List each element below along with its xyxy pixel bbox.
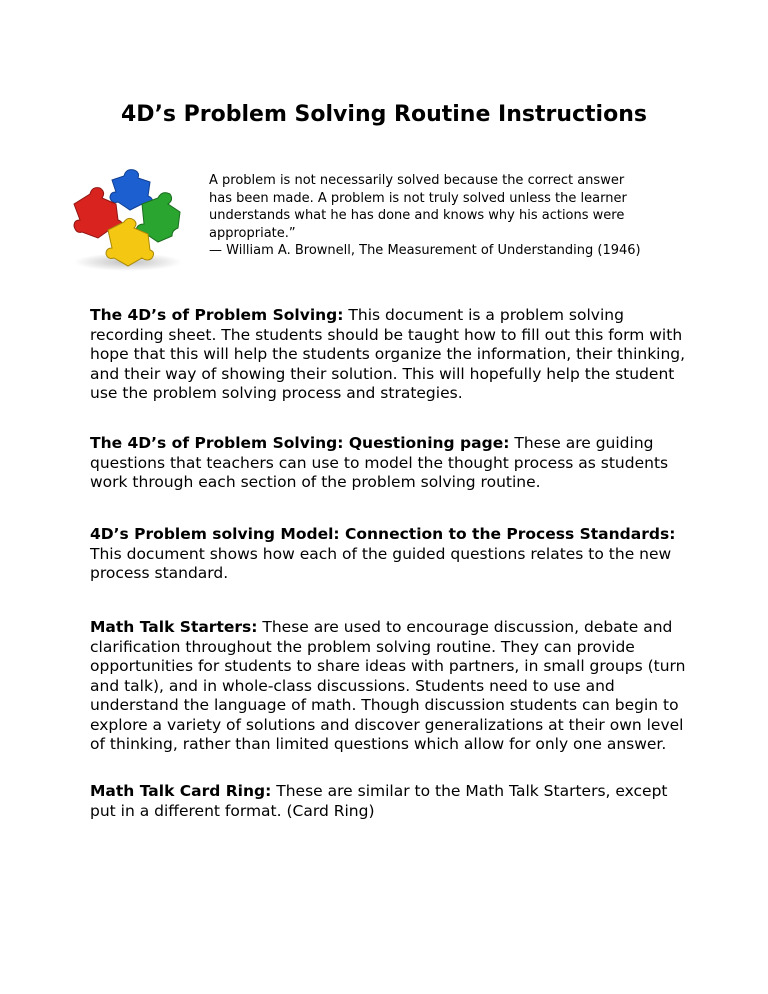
section-math-talk-starters — [90, 618, 690, 755]
quote-attribution: — William A. Brownell, The Measurement of Understanding (1946) — [209, 243, 641, 258]
quote-line: understands what he has done and knows why his actions were — [209, 208, 625, 223]
section-text: This document shows how each of the guided questions relates to the new process standard. — [90, 544, 672, 582]
section-text: These are similar to the Math Talk Starters, except put in a different format. (Card Ring) — [90, 782, 668, 820]
quote-line: has been made. A problem is not truly solved unless the learner — [209, 190, 627, 206]
section-text: These are guiding questions that teachers can use to model the thought process as students work through each section of the problem solving routine. — [90, 434, 669, 491]
section-lead: Math Talk Starters: — [90, 618, 258, 636]
quote-line: A problem is not necessarily solved because the correct answer — [209, 173, 625, 188]
puzzle-pieces-icon — [64, 166, 188, 272]
section-lead: The 4D’s of Problem Solving: — [90, 306, 344, 324]
section-4ds-problem-solving — [90, 306, 690, 404]
section-process-standards — [90, 525, 690, 584]
section-lead: Math Talk Card Ring: — [90, 782, 272, 800]
section-text: This document is a problem solving recording sheet. The students should be taught how to fill out this form with hope that this will help the students organize the information, their thinking, and their way of showing their solution. This will hopefully help the student use the problem solving process and strategies. — [90, 306, 686, 402]
section-lead: The 4D’s of Problem Solving: Questioning page: — [90, 434, 510, 452]
section-math-talk-card-ring — [90, 782, 690, 821]
section-lead: 4D’s Problem solving Model: Connection to the Process Standards: — [90, 525, 676, 543]
page-title: 4D’s Problem Solving Routine Instructions — [121, 101, 647, 127]
section-questioning-page — [90, 434, 690, 493]
quote-line: appropriate.” — [209, 225, 296, 241]
section-text: These are used to encourage discussion, debate and clarification throughout the problem solving routine. They can provide opportunities for students to share ideas with partners, in small groups (turn and talk), and in whole-class discussions. Students need to use and understand the language of math. Though discussion students can begin to explore a variety of solutions and discover generalizations at their own level of thinking, rather than limited questions which allow for only one answer. — [90, 618, 686, 753]
quote-block — [209, 172, 684, 260]
